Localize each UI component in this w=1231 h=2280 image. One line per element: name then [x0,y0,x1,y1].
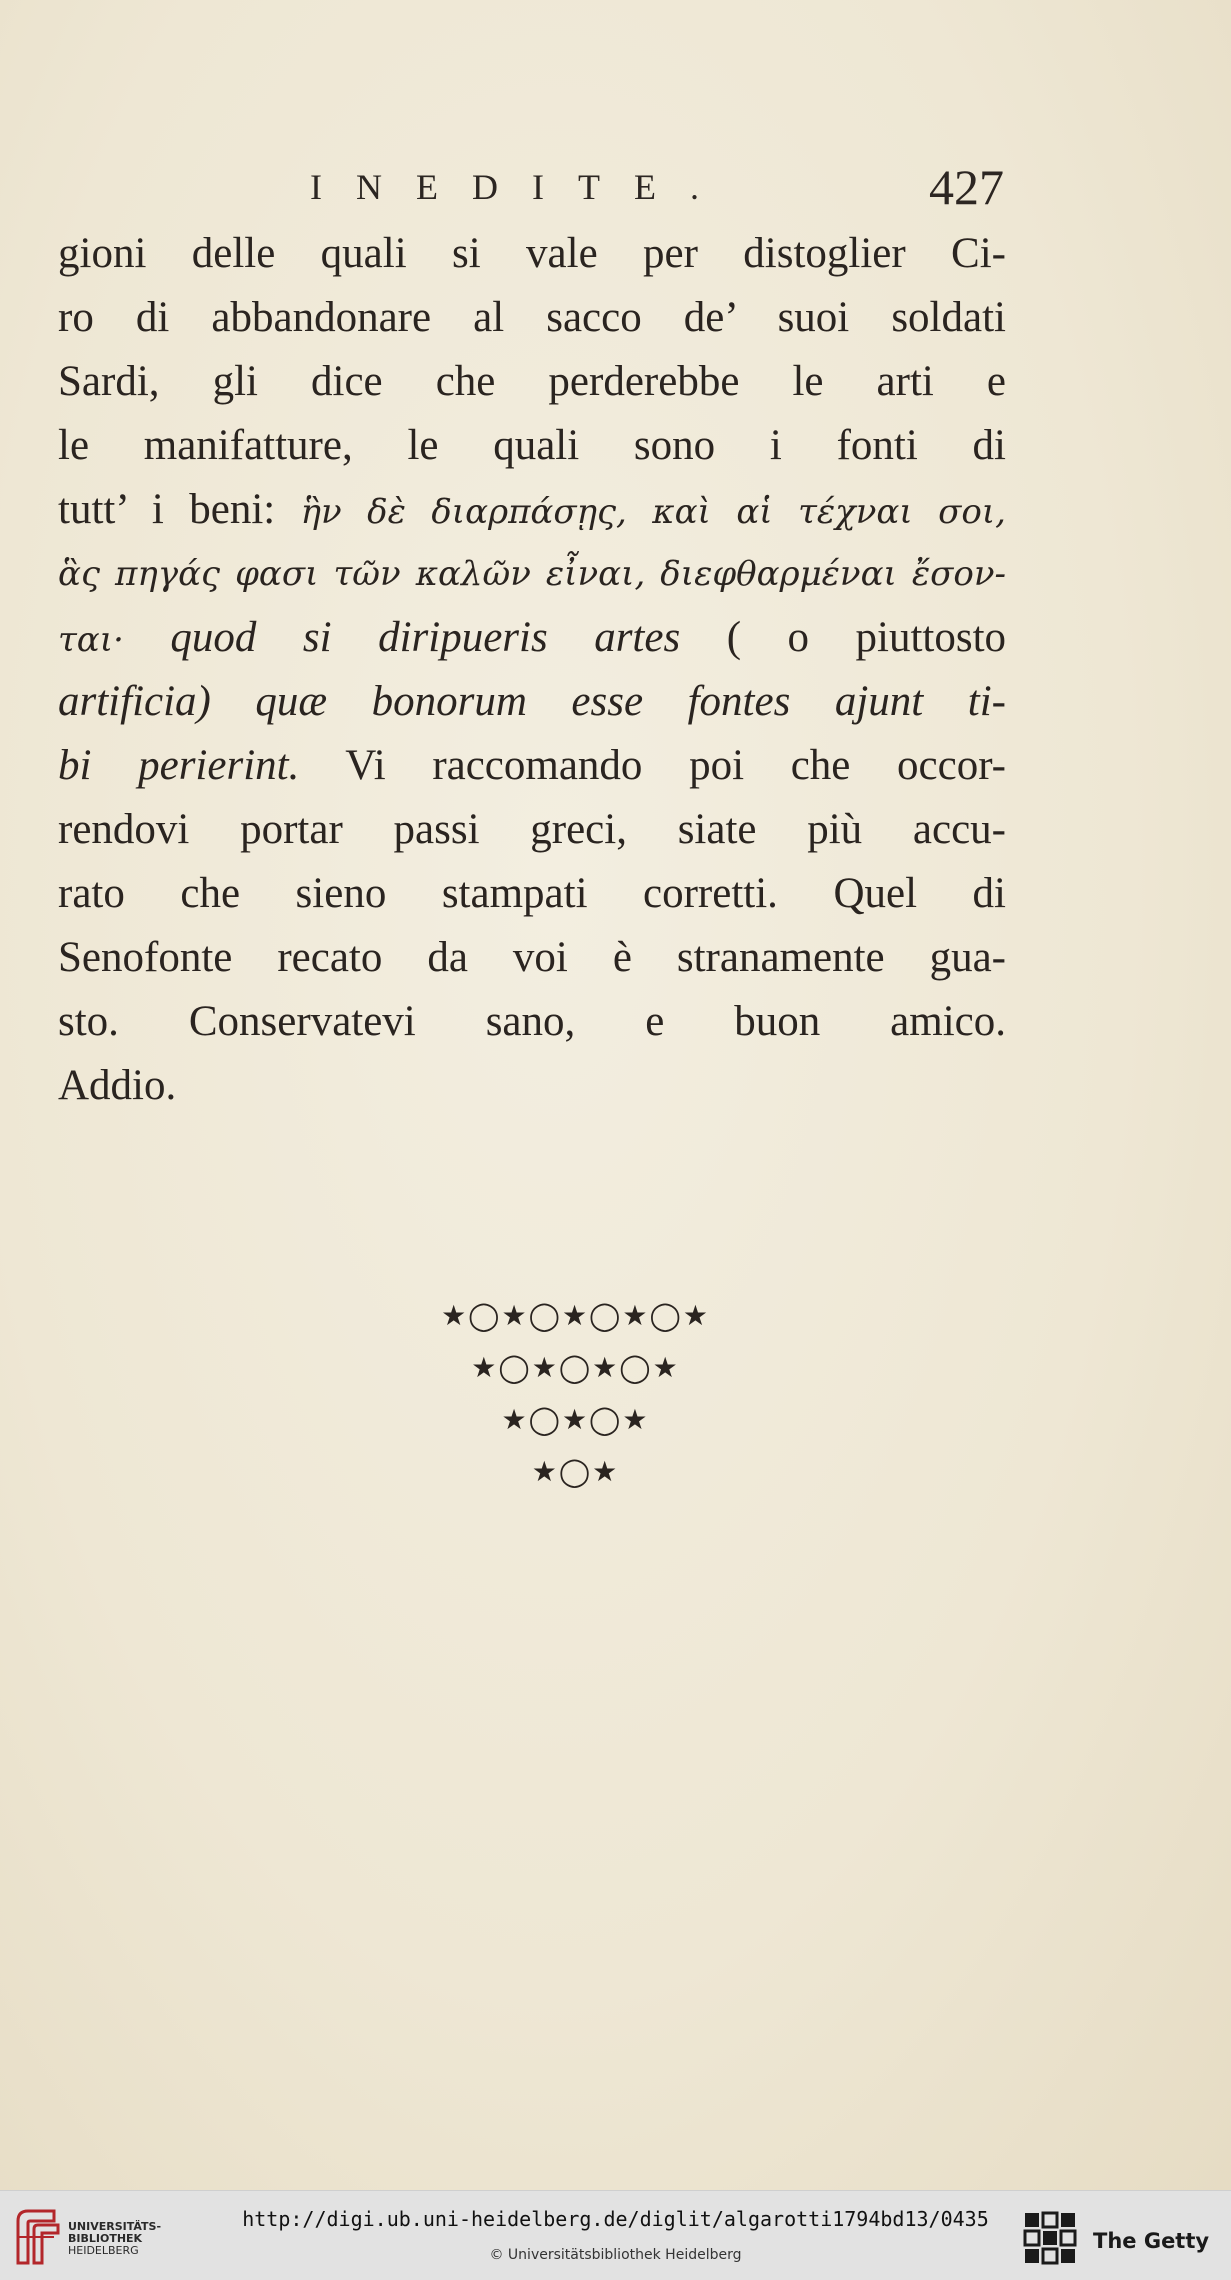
text-line-10: rendovi portar passi greci, siate più accu- [58,806,1006,853]
text-line-7 [58,606,1006,670]
text-line-9 [58,734,1006,798]
ornament-row-1: ★◯★◯★◯★◯★ [441,1299,710,1332]
text-line-2: ro di abbandonare al sacco de’ suoi soldati [58,294,1006,341]
viewer-footer [0,2190,1231,2280]
ornament-row-4: ★◯★ [531,1455,620,1488]
text-line-5 [58,478,1006,542]
latin-phrase: tutt’ i beni: [58,486,276,533]
copyright-notice: © Universitätsbibliothek Heidelberg [489,2247,742,2263]
text-line-12: Senofonte recato da voi è stranamente gua- [58,934,1006,981]
text-line-4: le manifatture, le quali sono i fonti di [58,422,1006,469]
text-line-1: gioni delle quali si vale per distoglier Ci- [58,230,1006,277]
body-text [58,222,1006,1118]
text-line-8: artificia) quæ bonorum esse fontes ajunt ti- [58,678,1006,725]
greek-fragment: ται· [58,620,124,660]
latin-ending: bi perierint. [58,742,300,789]
getty-logo[interactable] [1023,2209,1213,2269]
partner-name: The Getty [1093,2229,1210,2253]
latin-translation: quod si diripueris artes [170,614,681,661]
getty-emblem-icon [1023,2209,1083,2269]
library-name-line-3: HEIDELBERG [68,2244,139,2257]
ornament-row-3: ★◯★◯★ [501,1403,650,1436]
permalink-url[interactable]: http://digi.ub.uni-heidelberg.de/diglit/algarotti1794bd13/0435 [242,2207,989,2231]
page-header [310,158,1010,218]
ornament-tailpiece [0,1290,1231,1498]
text-line-11: rato che sieno stampati corretti. Quel di [58,870,1006,917]
aside-text: ( o piuttosto [726,614,1007,661]
running-title: INEDITE. [310,167,733,207]
text-line-3: Sardi, gli dice che perderebbe le arti e [58,358,1006,405]
page-number: 427 [929,159,1004,215]
ornament-row-2: ★◯★◯★◯★ [471,1351,680,1384]
text-line-13: sto. Conservatevi sano, e buon amico. [58,998,1006,1045]
letter-text: Vi raccomando poi che occor- [345,742,1006,789]
text-line-6: ἃς πηγάς φασι τῶν καλῶν εἶναι, διεφθαρμέναι ἔσον- [58,554,1006,594]
library-name-line-1: UNIVERSITÄTS- [68,2220,162,2233]
greek-quote: ἣν δὲ διαρπάσῃς, καὶ αἱ τέχναι σοι, [300,492,1006,532]
text-line-14: Addio. [58,1062,177,1109]
library-name-line-2: BIBLIOTHEK [68,2232,143,2245]
